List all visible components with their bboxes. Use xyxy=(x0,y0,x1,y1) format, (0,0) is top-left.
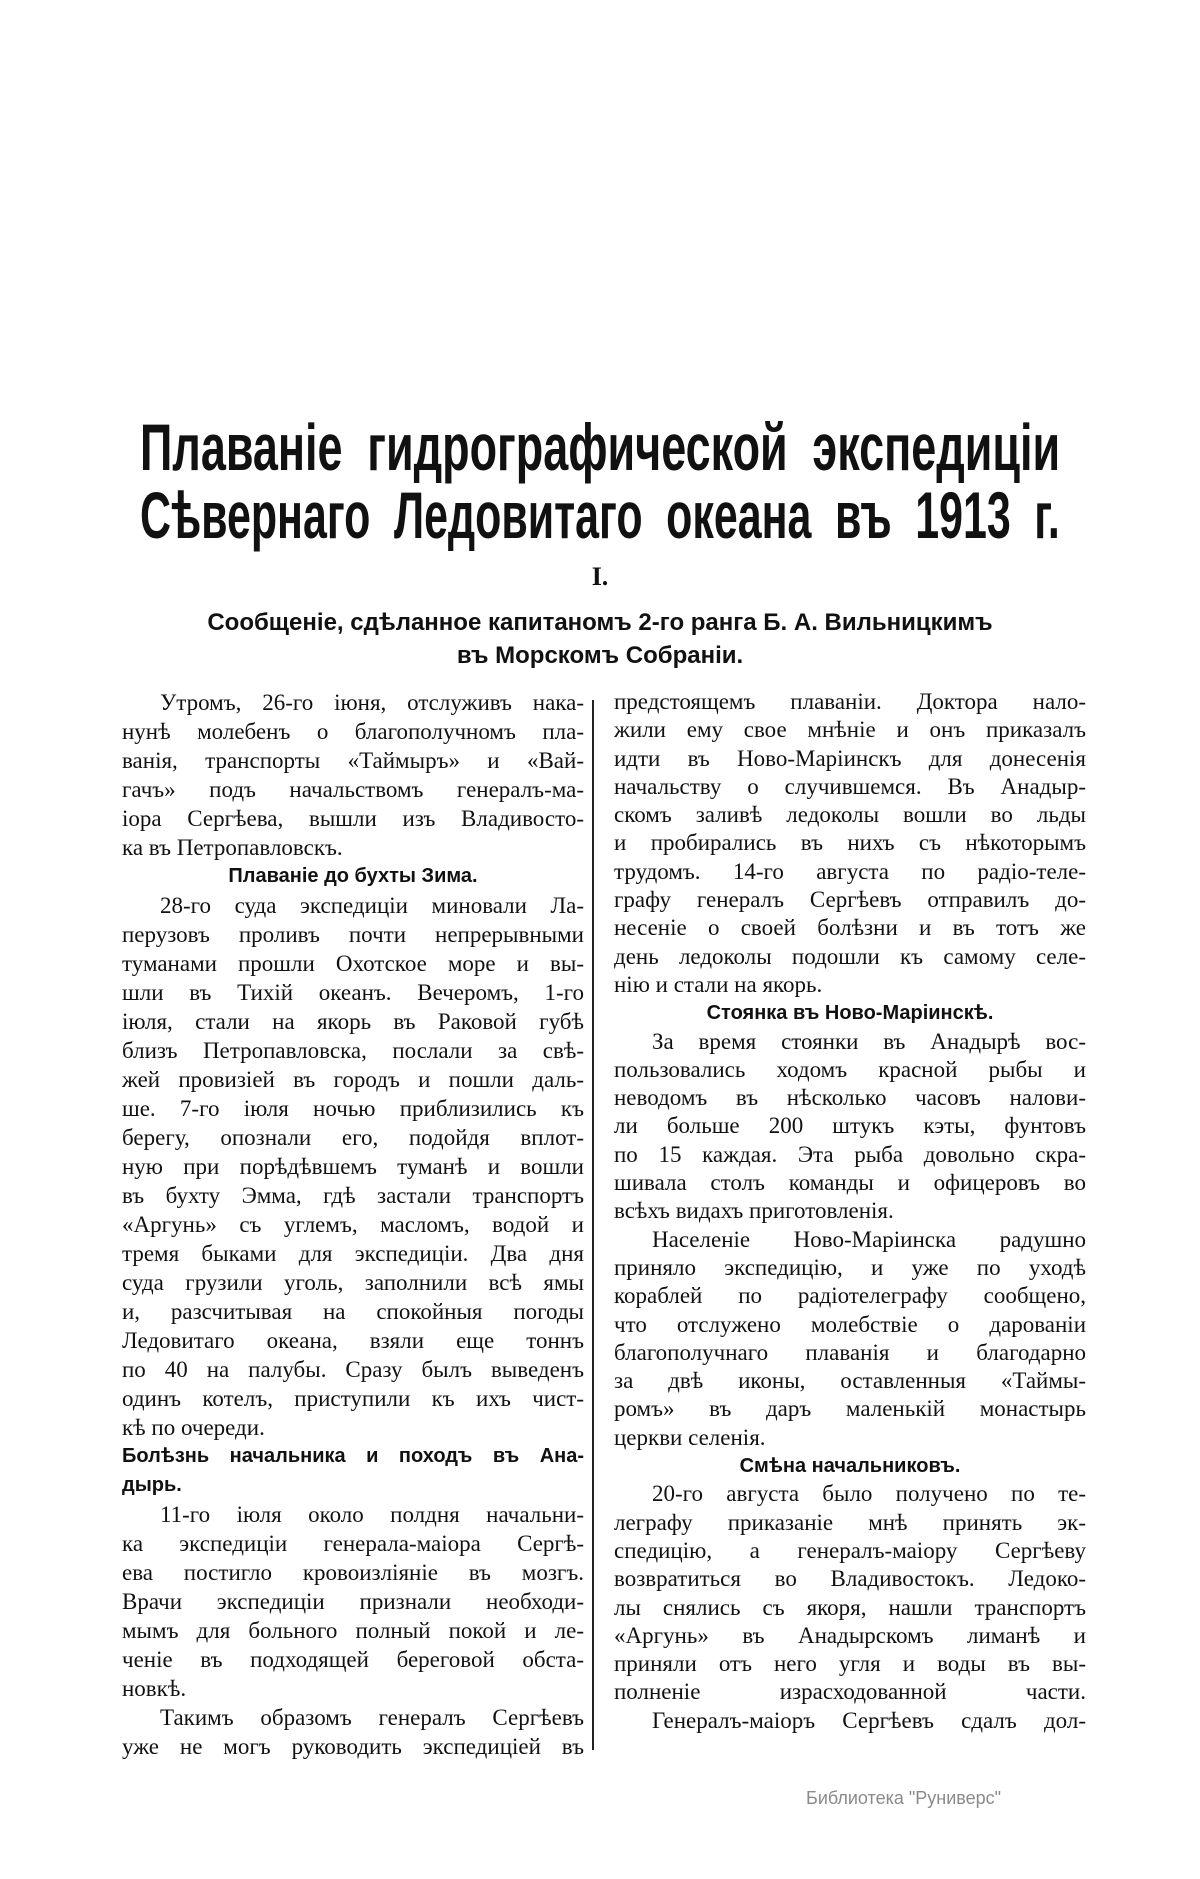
column-divider xyxy=(592,700,594,1750)
paragraph-line: ную при порѣдѣвшемъ туманѣ и вошли xyxy=(122,1154,584,1179)
paragraph-line: Такимъ образомъ генералъ Сергѣевъ xyxy=(160,1705,584,1730)
paragraph-line: и, разсчитывая на спокойныя погоды xyxy=(122,1299,584,1324)
paragraph-line: полненіе израсходованной части. xyxy=(614,1679,1086,1705)
paragraph-line: несеніе о своей болѣзни и въ тотъ же xyxy=(614,915,1086,941)
paragraph-line: приняли отъ него угля и воды въ вы- xyxy=(614,1651,1086,1677)
subtitle-line-2: въ Морскомъ Собраніи. xyxy=(456,642,744,669)
paragraph-line: «Аргунь» въ Анадырскомъ лиманѣ и xyxy=(614,1622,1086,1648)
article-title-line-1: Плаваніе гидрографической экспедиціи xyxy=(140,410,1061,484)
paragraph-line: Генералъ-маіоръ Сергѣевъ сдалъ дол- xyxy=(652,1707,1086,1733)
paragraph-line: 28-го суда экспедиціи миновали Ла- xyxy=(160,893,584,918)
paragraph-line: уже не могъ руководить экспедиціей въ xyxy=(122,1734,584,1759)
section-heading: Стоянка въ Ново-Маріинскѣ. xyxy=(706,1002,994,1025)
part-number: I. xyxy=(591,562,609,591)
paragraph-line: ли больше 200 штукъ кэты, фунтовъ xyxy=(614,1113,1086,1139)
paragraph-line: Утромъ, 26-го іюня, отслуживъ нака- xyxy=(160,690,584,715)
paragraph-line: по 15 каждая. Эта рыба довольно скра- xyxy=(614,1141,1086,1167)
paragraph-line: гачъ» подъ начальствомъ генералъ-ма- xyxy=(122,777,584,802)
paragraph-line: «Аргунь» съ углемъ, масломъ, водой и xyxy=(122,1212,584,1237)
paragraph-line: нію и стали на якорь. xyxy=(614,971,823,997)
paragraph-line: и пробирались въ нихъ съ нѣкоторымъ xyxy=(614,830,1086,856)
paragraph-line: берегу, опознали его, подойдя вплот- xyxy=(122,1125,584,1150)
paragraph-line: ванія, транспорты «Таймыръ» и «Вай- xyxy=(122,748,584,773)
paragraph-line: ромъ» въ даръ маленькій монастырь xyxy=(614,1396,1086,1422)
paragraph-line: скомъ заливѣ ледоколы вошли во льды xyxy=(614,802,1086,828)
paragraph-line: одинъ котелъ, приступили къ ихъ чист- xyxy=(122,1386,584,1411)
paragraph-line: что отслужено молебствіе о дарованіи xyxy=(614,1311,1086,1337)
paragraph-line: тремя быками для экспедиціи. Два дня xyxy=(122,1241,584,1266)
paragraph-line: кораблей по радіотелеграфу сообщено, xyxy=(614,1283,1086,1309)
paragraph-line: іюля, стали на якорь въ Раковой губѣ xyxy=(122,1009,584,1034)
paragraph-line: іора Сергѣева, вышли изъ Владивосто- xyxy=(122,806,584,831)
section-heading: Плаваніе до бухты Зима. xyxy=(228,865,478,887)
paragraph-line: церкви селенія. xyxy=(614,1424,766,1450)
paragraph-line: перузовъ проливъ почти непрерывными xyxy=(122,922,584,947)
paragraph-line: Ледовитаго океана, взяли еще тоннъ xyxy=(122,1328,584,1353)
paragraph-line: день ледоколы подошли къ самому селе- xyxy=(614,943,1086,969)
right-column xyxy=(614,688,1086,1735)
paragraph-line: ева постигло кровоизліяніе въ мозгъ. xyxy=(122,1560,584,1585)
paragraph-line: За время стоянки въ Анадырѣ вос- xyxy=(652,1028,1086,1054)
paragraph-line: идти въ Ново-Маріинскъ для донесенія xyxy=(614,745,1086,771)
paragraph-line: суда грузили уголь, заполнили всѣ ямы xyxy=(122,1270,584,1295)
paragraph-line: туманами прошли Охотское море и вы- xyxy=(122,951,584,976)
paragraph-line: ка въ Петропавловскъ. xyxy=(122,835,343,860)
paragraph-line: по 40 на палубы. Сразу былъ выведенъ xyxy=(122,1357,584,1382)
paragraph-line: неводомъ въ нѣсколько часовъ налови- xyxy=(614,1085,1086,1111)
paragraph-line: ченіе въ подходящей береговой обста- xyxy=(122,1647,584,1672)
paragraph-line: жей провизіей въ городъ и пошли даль- xyxy=(122,1067,584,1092)
library-watermark: Библиотека "Руниверс" xyxy=(806,1788,1002,1808)
paragraph-line: ше. 7-го іюля ночью приблизились къ xyxy=(122,1096,584,1121)
left-column xyxy=(122,688,584,1761)
paragraph-line: въ бухту Эмма, гдѣ застали транспортъ xyxy=(122,1183,584,1208)
section-heading: Смѣна начальниковъ. xyxy=(739,1455,961,1478)
paragraph-line: новкѣ. xyxy=(122,1676,187,1701)
paragraph-line: благополучнаго плаванія и благодарно xyxy=(614,1339,1086,1365)
paragraph-line: приняло экспедицію, и уже по уходѣ xyxy=(614,1254,1086,1280)
paragraph-line: за двѣ иконы, оставленныя «Таймы- xyxy=(614,1368,1086,1394)
subtitle-line-1: Сообщеніе, сдѣланное капитаномъ 2-го ранга Б. А. Вильницкимъ xyxy=(207,609,993,636)
paragraph-line: Населеніе Ново-Маріинска радушно xyxy=(652,1226,1086,1252)
article-title-line-2: Сѣвернаго Ледовитаго океана въ 1913 г. xyxy=(140,478,1060,552)
paragraph-line: близъ Петропавловска, послали за свѣ- xyxy=(122,1038,584,1063)
paragraph-line: шивала столъ команды и офицеровъ во xyxy=(614,1170,1086,1196)
paragraph-line: Врачи экспедиціи признали необходи- xyxy=(122,1589,584,1614)
paragraph-line: нунѣ молебенъ о благополучномъ пла- xyxy=(122,719,584,744)
section-heading: дырь. xyxy=(122,1474,182,1496)
paragraph-line: кѣ по очереди. xyxy=(122,1415,265,1440)
paragraph-line: всѣхъ видахъ приготовленія. xyxy=(614,1198,894,1224)
paragraph-line: лы снялись съ якоря, нашли транспортъ xyxy=(614,1594,1086,1620)
paragraph-line: начальству о случившемся. Въ Анадыр- xyxy=(614,773,1086,799)
paragraph-line: 20-го августа было получено по те- xyxy=(652,1481,1086,1507)
paragraph-line: графу генералъ Сергѣевъ отправилъ до- xyxy=(614,887,1086,913)
paragraph-line: спедицію, а генералъ-маіору Сергѣеву xyxy=(614,1537,1086,1563)
paragraph-line: ка экспедиціи генерала-маіора Сергѣ- xyxy=(122,1531,584,1556)
paragraph-line: предстоящемъ плаваніи. Доктора нало- xyxy=(614,689,1086,714)
paragraph-line: мымъ для больного полный покой и ле- xyxy=(122,1618,584,1643)
paragraph-line: леграфу приказаніе мнѣ принять эк- xyxy=(614,1509,1086,1535)
paragraph-line: шли въ Тихій океанъ. Вечеромъ, 1-го xyxy=(122,980,584,1005)
paragraph-line: трудомъ. 14-го августа по радіо-теле- xyxy=(614,858,1086,884)
section-heading: Болѣзнь начальника и походъ въ Ана- xyxy=(122,1445,584,1467)
paragraph-line: жили ему свое мнѣніе и онъ приказалъ xyxy=(614,717,1086,743)
paragraph-line: возвратиться во Владивостокъ. Ледоко- xyxy=(614,1566,1086,1592)
paragraph-line: 11-го іюля около полдня начальни- xyxy=(160,1502,584,1527)
paragraph-line: пользовались ходомъ красной рыбы и xyxy=(614,1056,1086,1082)
